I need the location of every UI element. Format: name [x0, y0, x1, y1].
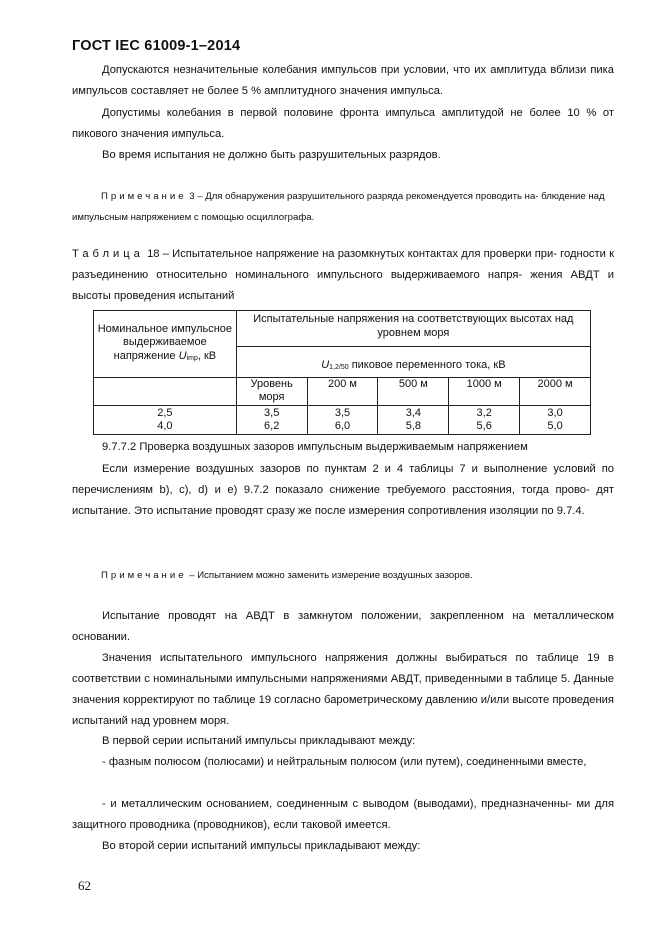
- list-item-phase-pole: - фазным полюсом (полюсами) и нейтральным полюсом (или путем), соединенными вместе,: [102, 756, 587, 768]
- altitude-header-blank: [94, 377, 237, 405]
- list-item-metal-base: - и металлическим основанием, соединенным с выводом (выводами), предназначенны- ми для защитного проводника (проводников), если таковой имеется.: [72, 798, 614, 831]
- paragraph-second-series: Во второй серии испытаний импульсы прикладывают между:: [102, 840, 421, 852]
- note-replace-measurement: [72, 565, 614, 586]
- paragraph-closed-position: Испытание проводят на АВДТ в замкнутом положении, закрепленном на металлическом основании.: [72, 610, 614, 643]
- paragraph-front-oscillation: Допустимы колебания в первой половине фронта импульса амплитудой не более 10 % от пикового значения импульса.: [72, 107, 614, 140]
- note-3-text: 3 – Для обнаружения разрушительного разряда рекомендуется проводить на- блюдение над импульсным напряжением с помощью осциллографа.: [72, 191, 605, 223]
- document-header: ГОСТ IEC 61009-1–2014: [72, 38, 241, 54]
- note-label: Примечание: [101, 570, 187, 581]
- altitude-header: 2000 м: [520, 377, 591, 405]
- paragraph-voltage-selection: Значения испытательного импульсного напряжения должны выбираться по таблице 19 в соответствии с номинальными импульсными напряжениями АВДТ, приведенными в таблице 5. Данные значения корректируют по таблице 19 согласно барометрическому давлению и/или высоте проведения испытаний над уровнем моря.: [72, 652, 614, 727]
- altitude-header: Уровень моря: [236, 377, 307, 405]
- cell-value: 3,0 5,0: [520, 405, 591, 434]
- paragraph-clearance-test: Если измерение воздушных зазоров по пунктам 2 и 4 таблицы 7 и выполнение условий по перечислениям b), c), d) и e) 9.7.2 показало снижение требуемого расстояния, тогда прово- дят испытание. Это испытание проводят сразу же после измерения сопротивления изоляции по 9.7.4.: [72, 463, 614, 517]
- cell-value: 3,5 6,0: [307, 405, 378, 434]
- col-subheader-peak: $U_{1,2/50}$ пиковое переменного тока, кВ: [236, 347, 590, 378]
- paragraph-no-discharge: Во время испытания не должно быть разрушительных разрядов.: [102, 149, 441, 161]
- cell-value: 3,4 5,8: [378, 405, 449, 434]
- cell-value: 3,2 5,6: [449, 405, 520, 434]
- note-3: [72, 186, 614, 228]
- table-caption-label: Таблица: [72, 248, 144, 260]
- altitude-header: 200 м: [307, 377, 378, 405]
- cell-rated: 2,5 4,0: [94, 405, 237, 434]
- note-3-label: Примечание: [101, 191, 187, 202]
- table-row: [94, 405, 591, 434]
- altitude-header: 1000 м: [449, 377, 520, 405]
- section-heading-9-7-7-2: 9.7.7.2 Проверка воздушных зазоров импульсным выдерживаемым напряжением: [102, 441, 528, 453]
- table-caption-text: 18 – Испытательное напряжение на разомкнутых контактах для проверки при- годности к разъединению относительно номинального импульсного выдерживаемого напря- жения АВДТ и высоты проведения испытаний: [72, 248, 614, 302]
- table-18-caption: [72, 244, 614, 307]
- col-group-header: Испытательные напряжения на соответствующих высотах над уровнем моря: [236, 311, 590, 347]
- paragraph-pulse-oscillation: Допускаются незначительные колебания импульсов при условии, что их амплитуда вблизи пика импульсов составляет не более 5 % амплитудного значения импульса.: [72, 64, 614, 97]
- altitude-header: 500 м: [378, 377, 449, 405]
- cell-value: 3,5 6,2: [236, 405, 307, 434]
- table-18: [93, 310, 591, 435]
- col-header-rated-voltage: Номинальное импульсное выдерживаемое напряжение $U_{imp}$, кВ: [94, 311, 237, 378]
- note-text: – Испытанием можно заменить измерение воздушных зазоров.: [186, 570, 473, 581]
- page-number: 62: [78, 878, 91, 893]
- paragraph-first-series: В первой серии испытаний импульсы прикладывают между:: [102, 735, 416, 747]
